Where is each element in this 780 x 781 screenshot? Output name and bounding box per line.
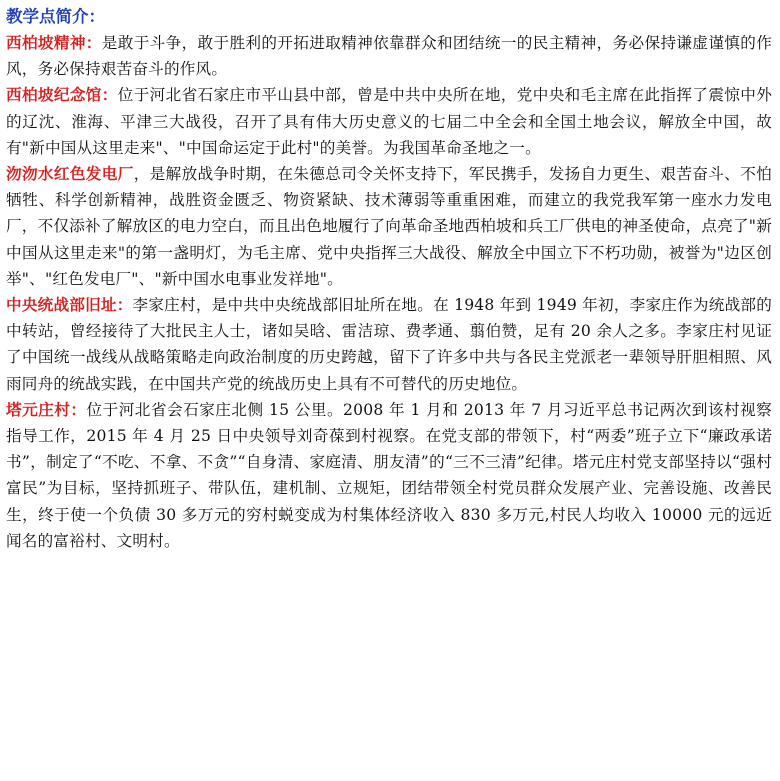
section-body: 位于河北省会石家庄北侧 15 公里。2008 年 1 月和 2013 年 7 月习近平总书记两次到该村视察指导工作，2015 年 4 月 25 日中央领导刘奇葆到村视察。在党支部的带领下，村“两委”班子立下“廉政承诺书”，制定了“不吃、不拿、不贪”“自身清、家庭清、朋友清”的“三不三清”纪律。塔元庄村党支部坚持以“强村富民”为目标，坚持抓班子、带队伍，建机制、立规矩，团结带领全村党员群众发展产业、完善设施、改善民生，终于使一个负债 30 多万元的穷村蜕变成为村集体经济收入 830 多万元,村民人均收入 10000 元的远近闻名的富裕村、文明村。 [6,400,772,550]
section-xibaipo-spirit [6,30,772,82]
section-term: 沕沕水红色发电厂 [6,165,134,184]
section-body: 是敢于斗争，敢于胜利的开拓进取精神依靠群众和团结统一的民主精神，务必保持谦虚谨慎的作风，务必保持艰苦奋斗的作风。 [6,34,773,79]
section-term: 塔元庄村： [6,400,87,419]
section-term: 中央统战部旧址： [6,296,133,315]
section-body: 李家庄村，是中共中央统战部旧址所在地。在 1948 年到 1949 年初，李家庄作为统战部的中转站，曾经接待了大批民主人士，诸如吴晗、雷洁琼、费孝通、翦伯赞，足有 20 余人之多。李家庄村见证了中国统一战线从战略策略走向政治制度的历史跨越，留下了许多中共与各民主党派老一辈领导肝胆相照、风雨同舟的统战实践，在中国共产党的统战历史上具有不可替代的历史地位。 [6,296,772,393]
page-title: 教学点简介： [6,7,105,26]
section-united-front-site [6,292,772,397]
section-body: 位于河北省石家庄市平山县中部，曾是中共中央所在地，党中央和毛主席在此指挥了震惊中外的辽沈、淮海、平津三大战役，召开了具有伟大历史意义的七届二中全会和全国土地会议，解放全中国，故有"新中国从这里走来"、"中国命运定于此村"的美誉。为我国革命圣地之一。 [6,86,772,157]
section-body: ，是解放战争时期，在朱德总司令关怀支持下，军民携手，发扬自力更生、艰苦奋斗、不怕牺牲、科学创新精神，战胜资金匮乏、物资紧缺、技术薄弱等重重困难，而建立的我党我军第一座水力发电厂，不仅添补了解放区的电力空白，而且出色地履行了向革命圣地西柏坡和兵工厂供电的神圣使命，点亮了"新中国从这里走来"的第一盏明灯，为毛主席、党中央指挥三大战役、解放全中国立下不朽功勋，被誉为"边区创举"、"红色发电厂"、"新中国水电事业发祥地"。 [6,165,772,288]
section-term: 西柏坡精神： [6,34,102,52]
section-power-plant [6,161,772,292]
section-tayuanzhuang-village [6,397,772,554]
section-xibaipo-museum [6,82,772,161]
section-term: 西柏坡纪念馆： [6,86,118,105]
